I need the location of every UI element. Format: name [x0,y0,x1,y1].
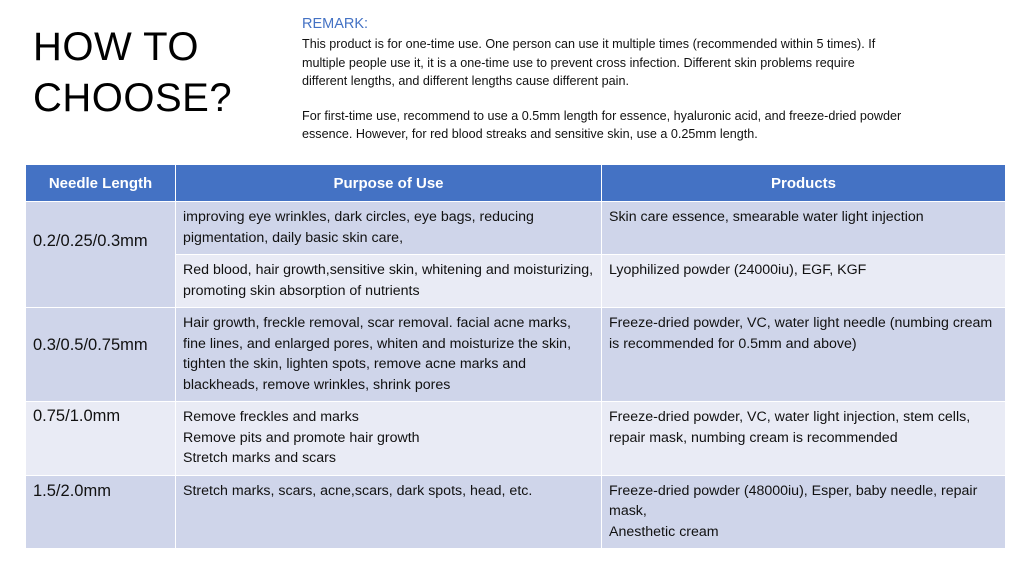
page-title [33,22,232,124]
products-cell [602,475,1006,549]
purpose-cell: Stretch marks, scars, acne,scars, dark spots, head, etc. [176,475,602,549]
purpose-line: Stretch marks and scars [183,450,336,466]
purpose-cell: improving eye wrinkles, dark circles, eye bags, reducing pigmentation, daily basic skin care, [176,202,602,255]
table-header-row [26,165,1006,202]
table-row [26,202,1006,255]
needle-length-table [25,164,1006,549]
products-line: Anesthetic cream [609,523,719,540]
remark-paragraph-1: This product is for one-time use. One person can use it multiple times (recommended within 5 times). If multiple people use it, it is a one-time use to prevent cross infection. Different skin problems require different lengths, and different lengths cause different pain. [302,37,876,88]
purpose-line: Remove freckles and marks [183,409,359,425]
table-row [26,308,1006,402]
products-cell: Freeze-dried powder, VC, water light needle (numbing cream is recommended for 0.5mm and above) [602,308,1006,402]
purpose-line: Remove pits and promote hair growth [183,429,420,446]
table-row [26,402,1006,476]
purpose-cell: Hair growth, freckle removal, scar removal. facial acne marks, fine lines, and enlarged pores, whiten and moisturize the skin, tighten the skin, lighten spots, remove acne marks and blackheads, remove wrinkles, shrink pores [176,308,602,402]
remark-block [302,15,902,144]
remark-heading: REMARK: [302,16,369,32]
length-cell: 0.3/0.5/0.75mm [26,308,176,402]
header-purpose-of-use: Purpose of Use [176,165,602,202]
length-cell: 0.75/1.0mm [26,402,176,476]
products-cell: Lyophilized powder (24000iu), EGF, KGF [602,255,1006,308]
table-row [26,475,1006,549]
length-cell: 1.5/2.0mm [26,475,176,549]
length-cell: 0.2/0.25/0.3mm [26,202,176,308]
products-line: Freeze-dried powder (48000iu), Esper, baby needle, repair mask, [609,482,978,519]
header-products: Products [602,165,1006,202]
purpose-cell: Red blood, hair growth,sensitive skin, whitening and moisturizing, promoting skin absorption of nutrients [176,255,602,308]
remark-paragraph-2: For first-time use, recommend to use a 0.5mm length for essence, hyaluronic acid, and freeze-dried powder essence. However, for red blood streaks and sensitive skin, use a 0.25mm length. [302,108,902,141]
title-line-2: CHOOSE? [33,76,233,120]
header-needle-length: Needle Length [26,165,176,202]
products-cell: Skin care essence, smearable water light injection [602,202,1006,255]
products-cell: Freeze-dried powder, VC, water light injection, stem cells, repair mask, numbing cream is recommended [602,402,1006,476]
title-line-1: HOW TO [33,25,199,69]
purpose-cell [176,402,602,476]
